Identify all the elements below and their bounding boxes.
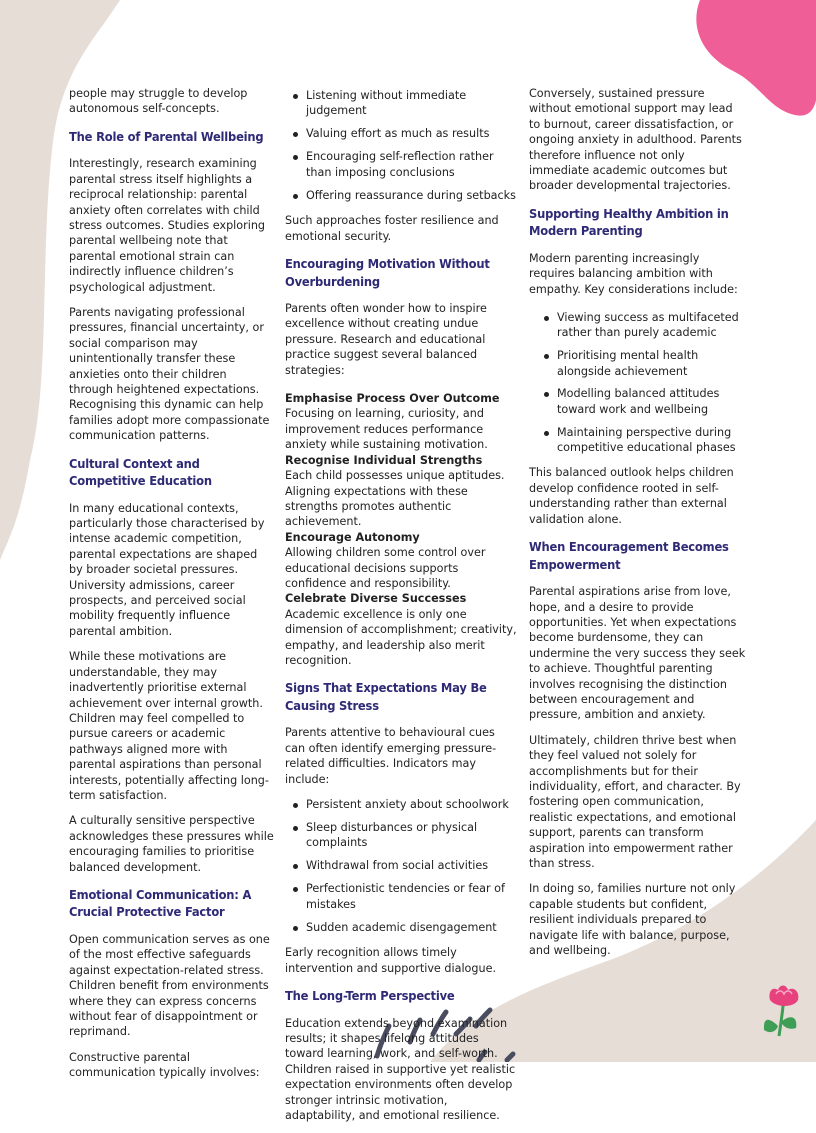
paragraph: A culturally sensitive perspective acknowledges these pressures while encouraging families to prioritise balanced development. — [69, 814, 274, 874]
paragraph: Parental aspirations arise from love, hope, and a desire to provide opportunities. Yet when expectations become burdensome, they can undermine the very success they seek to achieve. Thoughtful parenting involves recognising the distinction between encouragement and pressure, ambition and anxiety. — [529, 585, 746, 722]
strategy-text: Focusing on learning, curiosity, and improvement reduces performance anxiety while sustaining motivation. — [285, 407, 488, 452]
column-right — [529, 86, 746, 968]
list-item: Viewing success as multifaceted rather than purely academic — [557, 310, 746, 341]
list-item: Withdrawal from social activities — [306, 858, 517, 873]
list-item: Encouraging self-reflection rather than imposing conclusions — [306, 149, 517, 180]
list-item: Prioritising mental health alongside achievement — [557, 348, 746, 379]
paragraph: Ultimately, children thrive best when they feel valued not solely for accomplishments but for their individuality, effort, and character. By fostering open communication, realistic expectations, and emotional support, parents can transform aspiration into empowerment rather than stress. — [529, 733, 741, 871]
heading-emotional-communication: Emotional Communication: A Crucial Protective Factor — [69, 887, 252, 921]
paragraph: Parents attentive to behavioural cues can often identify emerging pressure-related difficulties. Indicators may include: — [285, 726, 497, 786]
paragraph: Parents often wonder how to inspire excellence without creating undue pressure. Research and educational practice suggest several balanced strategies: — [285, 302, 487, 377]
list-item: Sudden academic disengagement — [306, 920, 517, 935]
heading-cultural-context: Cultural Context and Competitive Education — [69, 456, 212, 490]
paragraph: In doing so, families nurture not only capable students but confident, resilient individuals prepared to navigate life with balance, purpose, and wellbeing. — [529, 882, 736, 958]
paragraph: Modern parenting increasingly requires balancing ambition with empathy. Key considerations include: — [529, 251, 738, 296]
heading-healthy-ambition: Supporting Healthy Ambition in Modern Parenting — [529, 206, 729, 240]
paragraph: Constructive parental communication typically involves: — [69, 1050, 260, 1080]
strategy-title: Celebrate Diverse Successes — [285, 592, 467, 606]
paragraph: Such approaches foster resilience and emotional security. — [285, 214, 499, 243]
list-item: Persistent anxiety about schoolwork — [306, 797, 517, 812]
list-item: Valuing effort as much as results — [306, 126, 517, 141]
paragraph: Education extends beyond examination results; it shapes lifelong attitudes toward learning, work, and self-worth. Children raised in supportive yet realistic expectation environments often develop stronger intrinsic motivation, adaptability, and emotional resilience. — [285, 1016, 516, 1122]
list-item: Offering reassurance during setbacks — [306, 188, 516, 202]
paragraph: Interestingly, research examining parental stress itself highlights a reciprocal relationship: parental anxiety often correlates with child stress outcomes. Studies exploring parental wellbeing note that parental emotional strain can indirectly influence children’s psychological adjustment. — [69, 157, 266, 294]
paragraph-intro: people may struggle to develop autonomous self-concepts. — [69, 87, 248, 116]
heading-encouragement-empowerment: When Encouragement Becomes Empowerment — [529, 540, 729, 573]
strategy-text: Each child possesses unique aptitudes. Aligning expectations with these strengths promotes authentic achievement. — [285, 469, 505, 529]
strategy-title: Recognise Individual Strengths — [285, 453, 483, 467]
paragraph: Early recognition allows timely intervention and supportive dialogue. — [285, 946, 497, 975]
column-left — [69, 86, 274, 1091]
signs-list — [285, 797, 517, 935]
strategy-text: Allowing children some control over educational decisions supports confidence and responsibility. — [285, 546, 486, 590]
communication-list — [285, 88, 517, 203]
list-item: Modelling balanced attitudes toward work and wellbeing — [557, 386, 746, 417]
strategy-text: Academic excellence is only one dimension of accomplishment; creativity, empathy, and leadership also merit recognition. — [285, 607, 517, 667]
paragraph: Conversely, sustained pressure without emotional support may lead to burnout, career dissatisfaction, or ongoing anxiety in adulthood. Parents therefore influence not only immediate academic outcomes but broader developmental trajectories. — [529, 87, 742, 193]
ambition-list — [529, 310, 746, 455]
paragraph: In many educational contexts, particularly those characterised by intense academic competition, parental expectations are shaped by broader societal pressures. University admissions, career prospects, and perceived social mobility frequently influence parental ambition. — [69, 501, 265, 638]
strategy-title: Emphasise Process Over Outcome — [285, 392, 500, 406]
paragraph: Parents navigating professional pressures, financial uncertainty, or social comparison may unintentionally transfer these anxieties onto their children through heightened expectations. Recognising this dynamic can help families adopt more compassionate communication patterns. — [69, 305, 270, 443]
list-item: Perfectionistic tendencies or fear of mistakes — [306, 881, 517, 912]
column-middle — [285, 86, 517, 1133]
paragraph: Open communication serves as one of the most effective safeguards against expectation-related stress. Children benefit from environments where they can express concerns without fear of disappointment or reprimand. — [69, 932, 270, 1039]
heading-signs-of-stress: Signs That Expectations May Be Causing Stress — [285, 681, 487, 714]
paragraph: While these motivations are understandable, they may inadvertently prioritise external achievement over internal growth. Children may feel compelled to pursue careers or academic pathways aligned more with parental aspirations than personal interests, potentially affecting long-term satisfaction. — [69, 650, 269, 802]
heading-encouraging-motivation: Encouraging Motivation Without Overburdening — [285, 257, 490, 290]
strategy-title: Encourage Autonomy — [285, 530, 420, 544]
list-item: Maintaining perspective during competitive educational phases — [557, 425, 746, 456]
paragraph: This balanced outlook helps children develop confidence rooted in self-understanding rather than external validation alone. — [529, 466, 734, 526]
list-item: Listening without immediate judgement — [306, 88, 517, 119]
list-item: Sleep disturbances or physical complaints — [306, 820, 517, 851]
heading-parental-wellbeing: The Role of Parental Wellbeing — [69, 129, 264, 145]
heading-long-term-perspective: The Long-Term Perspective — [285, 989, 455, 1005]
